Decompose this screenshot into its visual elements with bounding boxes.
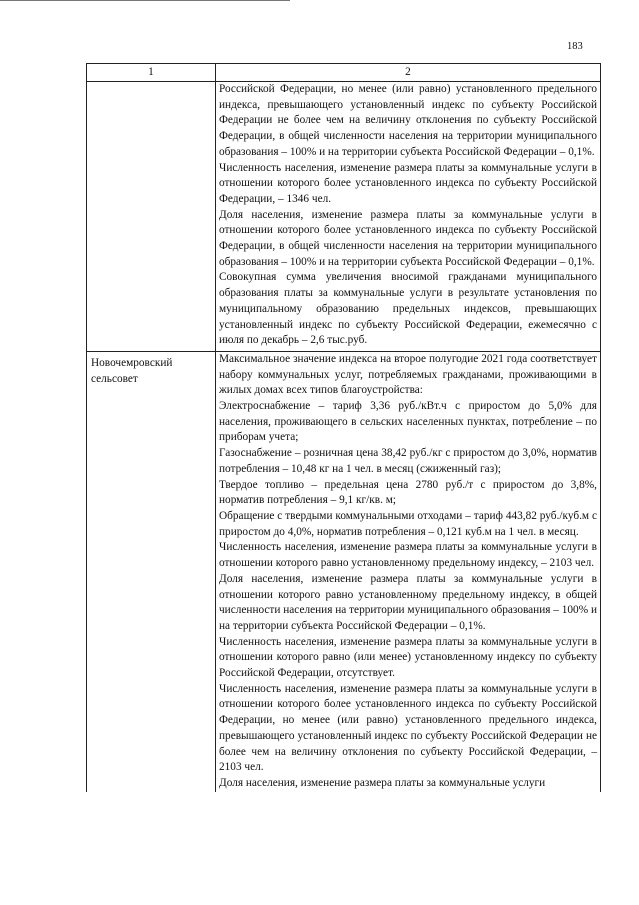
- top-rule: [0, 0, 290, 1]
- page-number: 183: [567, 41, 583, 52]
- document-table: [86, 63, 601, 792]
- table-row: [87, 351, 601, 791]
- column-header: 1: [87, 64, 216, 82]
- text-cell: [216, 351, 601, 791]
- table-header-row: [87, 64, 601, 82]
- table-row: [87, 82, 601, 352]
- paragraph: Доля населения, изменение размера платы за коммунальные услуги: [219, 776, 546, 789]
- paragraph: Газоснабжение – розничная цена 38,42 руб./кг с приростом до 3,0%, норматив потребления – 10,48 кг на 1 чел. в месяц (сжиженный газ);: [219, 447, 597, 475]
- paragraph: Численность населения, изменение размера платы за коммунальные услуги в отношении которого более установленного индекса по субъекту Российской Федерации, – 1346 чел.: [219, 161, 597, 205]
- paragraph: Доля населения, изменение размера платы за коммунальные услуги в отношении которого равно установленному предельному индексу, в общей численности населения на территории муниципального образования – 100% и на территории субъекта Российской Федерации – 0,1%.: [219, 572, 597, 632]
- column-header: 2: [216, 64, 601, 82]
- paragraph: Обращение с твердыми коммунальными отходами – тариф 443,82 руб./куб.м с приростом до 4,0%, норматив потребления – 0,121 куб.м на 1 чел. в месяц.: [219, 509, 597, 538]
- org-cell: [87, 82, 216, 352]
- paragraph: Численность населения, изменение размера платы за коммунальные услуги в отношении которого более установленного индекса по субъекту Российской Федерации, но менее (или равно) установленного предельного индекса, превышающего установленный индекс по субъекту Российской Федерации не более чем на величину отклонения по субъекту Российской Федерации, – 2103 чел.: [219, 682, 597, 774]
- paragraph: Численность населения, изменение размера платы за коммунальные услуги в отношении которого равно (или менее) установленному индексу по субъекту Российской Федерации, отсутствует.: [219, 635, 597, 680]
- paragraph: Российской Федерации, но менее (или равно) установленного предельного индекса, превышающего установленный индекс по субъекту Российской Федерации не более чем на величину отклонения по субъекту Российской Федерации, в общей численности населения на территории муниципального образования – 100% и на территории субъекта Российской Федерации – 0,1%.: [219, 83, 597, 158]
- org-cell: Новочемровский сельсовет: [87, 351, 216, 791]
- paragraph: Твердое топливо – предельная цена 2780 руб./т с приростом до 3,8%, норматив потребления – 9,1 кг/кв. м;: [219, 478, 597, 507]
- paragraph: Доля населения, изменение размера платы за коммунальные услуги в отношении которого более установленного индекса по субъекту Российской Федерации, в общей численности населения на территории муниципального образования – 100% и на территории субъекта Российской Федерации – 0,1%.: [219, 208, 597, 268]
- paragraph: Электроснабжение – тариф 3,36 руб./кВт.ч с приростом до 5,0% для населения, проживающего в сельских населенных пунктах, потребление – по приборам учета;: [219, 400, 597, 444]
- paragraph: Совокупная сумма увеличения вносимой гражданами муниципального образования платы за коммунальные услуги в результате установления по муниципальному образованию предельных индексов, превышающих установленный индекс по субъекту Российской Федерации, ежемесячно с июля по декабрь – 2,6 тыс.руб.: [219, 271, 597, 347]
- paragraph: Максимальное значение индекса на второе полугодие 2021 года соответствует набору коммунальных услуг, потребляемых гражданами, проживающими в жилых домах всех типов благоустройства:: [219, 352, 597, 397]
- text-cell: [216, 82, 601, 352]
- paragraph: Численность населения, изменение размера платы за коммунальные услуги в отношении которого равно установленному предельному индексу, – 2103 чел.: [219, 541, 597, 570]
